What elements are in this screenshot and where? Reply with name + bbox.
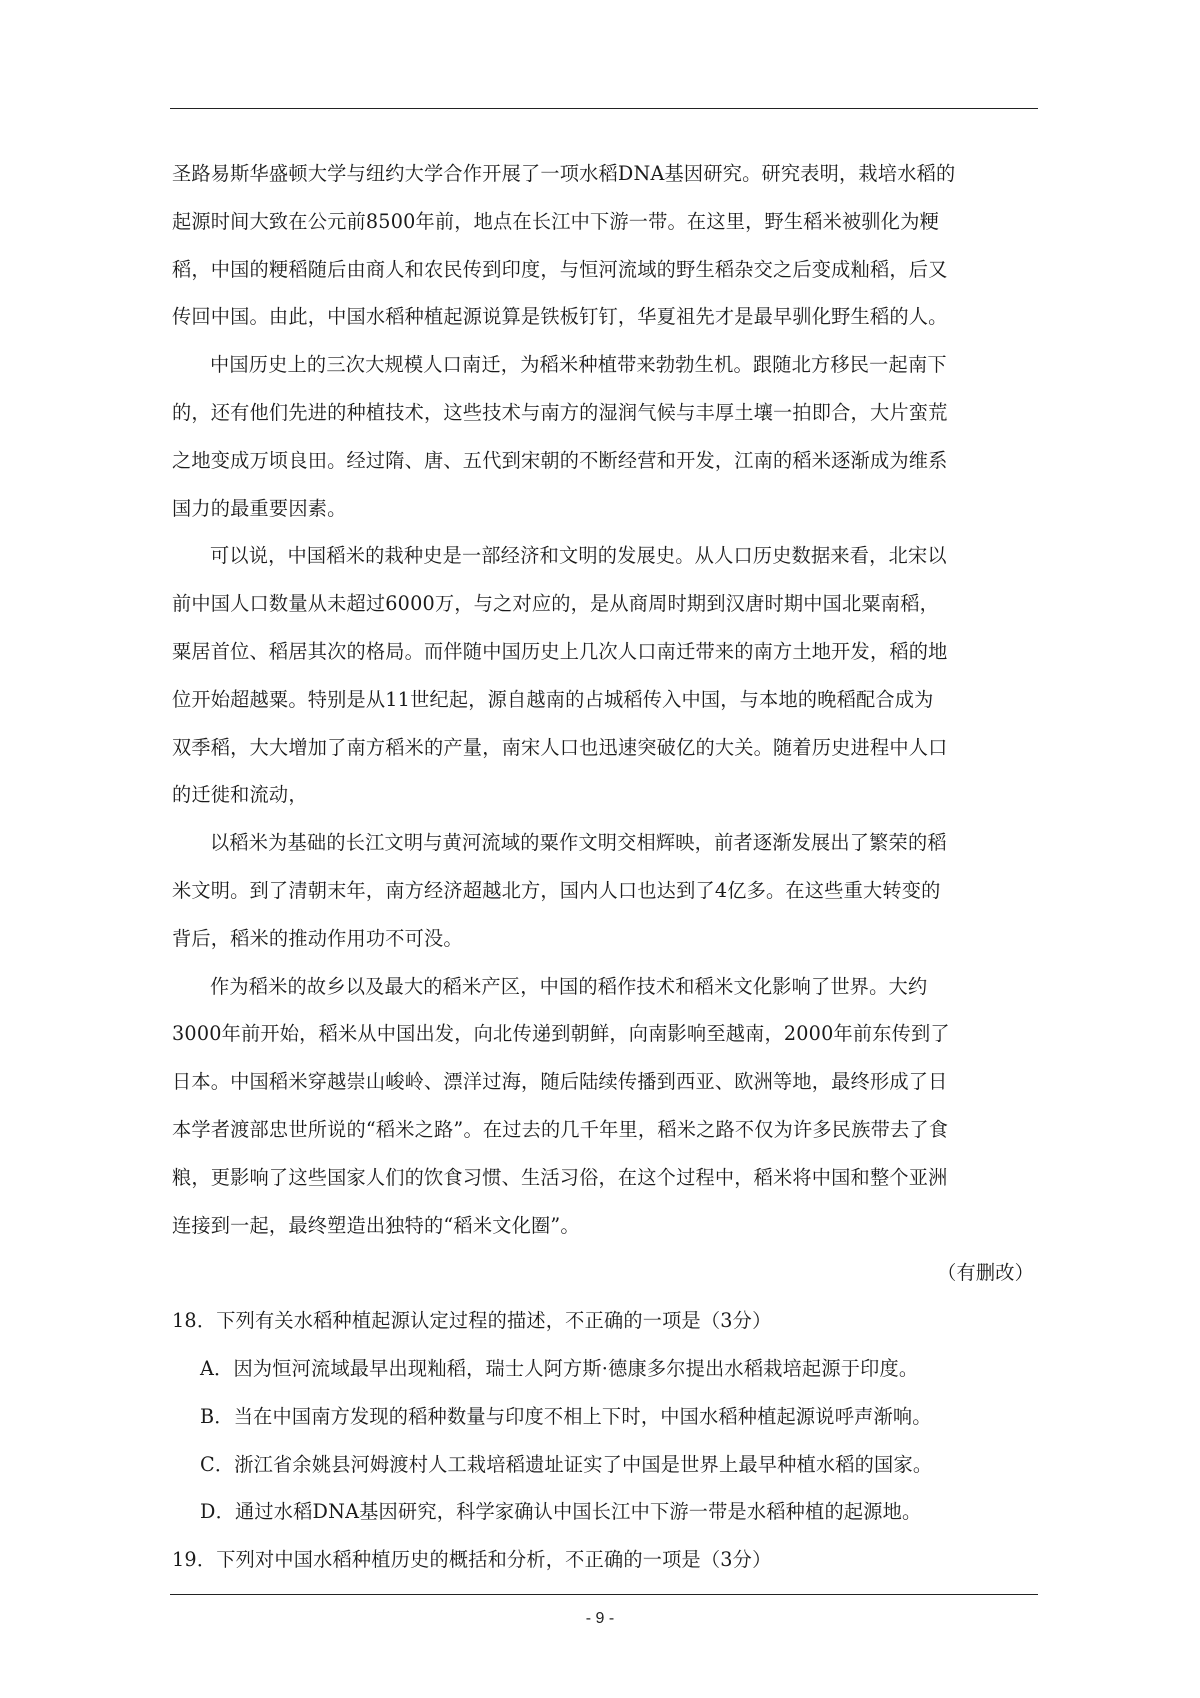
text-line: 粮，更影响了这些国家人们的饮食习惯、生活习俗，在这个过程中，稻米将中国和整个亚洲 xyxy=(172,1165,948,1189)
text-line: 位开始超越粟。特别是从11世纪起，源自越南的占城稻传入中国，与本地的晚稻配合成为 xyxy=(172,687,934,711)
text-line: 粟居首位、稻居其次的格局。而伴随中国历史上几次人口南迁带来的南方土地开发，稻的地 xyxy=(172,639,948,663)
paragraph-1 xyxy=(172,150,1036,341)
question-18 xyxy=(172,1297,1036,1536)
text-line: 日本。中国稻米穿越崇山峻岭、漂洋过海，随后陆续传播到西亚、欧洲等地，最终形成了日 xyxy=(172,1070,948,1094)
paragraph-4 xyxy=(172,819,1036,962)
paragraph-3 xyxy=(172,532,1036,819)
text-line: 双季稻，大大增加了南方稻米的产量，南宋人口也迅速突破亿的大关。随着历史进程中人口 xyxy=(172,735,948,759)
text-line: 3000年前开始，稻米从中国出发，向北传递到朝鲜，向南影响至越南，2000年前东传到了 xyxy=(172,1022,950,1046)
text-line: 米文明。到了清朝末年，南方经济超越北方，国内人口也达到了4亿多。在这些重大转变的 xyxy=(172,878,941,902)
text-line: 稻，中国的粳稻随后由商人和农民传到印度，与恒河流域的野生稻杂交之后变成籼稻，后又 xyxy=(172,257,948,281)
footer-rule xyxy=(170,1594,1038,1595)
text-line: 可以说，中国稻米的栽种史是一部经济和文明的发展史。从人口历史数据来看，北宋以 xyxy=(210,544,947,568)
text-line: 以稻米为基础的长江文明与黄河流域的粟作文明交相辉映，前者逐渐发展出了繁荣的稻 xyxy=(210,831,947,855)
text-line: 的迁徙和流动， xyxy=(172,783,308,807)
text-line: 之地变成万顷良田。经过隋、唐、五代到宋朝的不断经营和开发，江南的稻米逐渐成为维系 xyxy=(172,448,948,472)
text-line: 作为稻米的故乡以及最大的稻米产区，中国的稻作技术和稻米文化影响了世界。大约 xyxy=(210,974,928,998)
question-stem: 18．下列有关水稻种植起源认定过程的描述，不正确的一项是（3分） xyxy=(172,1309,772,1333)
text-line: 起源时间大致在公元前8500年前，地点在长江中下游一带。在这里，野生稻米被驯化为粳 xyxy=(172,209,939,233)
option-c: C．浙江省余姚县河姆渡村人工栽培稻遗址证实了中国是世界上最早种植水稻的国家。 xyxy=(200,1452,933,1476)
paragraph-5 xyxy=(172,963,1036,1250)
question-stem: 19．下列对中国水稻种植历史的概括和分析，不正确的一项是（3分） xyxy=(172,1548,772,1572)
text-line: 背后，稻米的推动作用功不可没。 xyxy=(172,926,463,950)
text-line: 国力的最重要因素。 xyxy=(172,496,347,520)
page-content xyxy=(172,150,1036,1584)
text-line: 前中国人口数量从未超过6000万，与之对应的，是从商周时期到汉唐时期中国北粟南稻， xyxy=(172,592,939,616)
header-rule xyxy=(170,108,1038,109)
text-line: 圣路易斯华盛顿大学与纽约大学合作开展了一项水稻DNA基因研究。研究表明，栽培水稻的 xyxy=(172,162,956,185)
question-19 xyxy=(172,1536,1036,1584)
source-note: （有删改） xyxy=(937,1261,1034,1285)
text-line: 连接到一起，最终塑造出独特的“稻米文化圈”。 xyxy=(172,1213,580,1237)
text-line: 的，还有他们先进的种植技术，这些技术与南方的湿润气候与丰厚土壤一拍即合，大片蛮荒 xyxy=(172,400,948,424)
page-number: - 9 - xyxy=(585,1610,615,1627)
text-line: 中国历史上的三次大规模人口南迁，为稻米种植带来勃勃生机。跟随北方移民一起南下 xyxy=(210,353,947,377)
option-d: D．通过水稻DNA基因研究，科学家确认中国长江中下游一带是水稻种植的起源地。 xyxy=(200,1500,922,1524)
text-line: 本学者渡部忠世所说的“稻米之路”。在过去的几千年里，稻米之路不仅为许多民族带去了食 xyxy=(172,1117,949,1141)
text-line: 传回中国。由此，中国水稻种植起源说算是铁板钉钉，华夏祖先才是最早驯化野生稻的人。 xyxy=(172,305,948,329)
paragraph-2 xyxy=(172,341,1036,532)
option-a: A．因为恒河流域最早出现籼稻，瑞士人阿方斯·德康多尔提出水稻栽培起源于印度。 xyxy=(200,1356,919,1380)
option-b: B．当在中国南方发现的稻种数量与印度不相上下时，中国水稻种植起源说呼声渐响。 xyxy=(200,1404,932,1428)
